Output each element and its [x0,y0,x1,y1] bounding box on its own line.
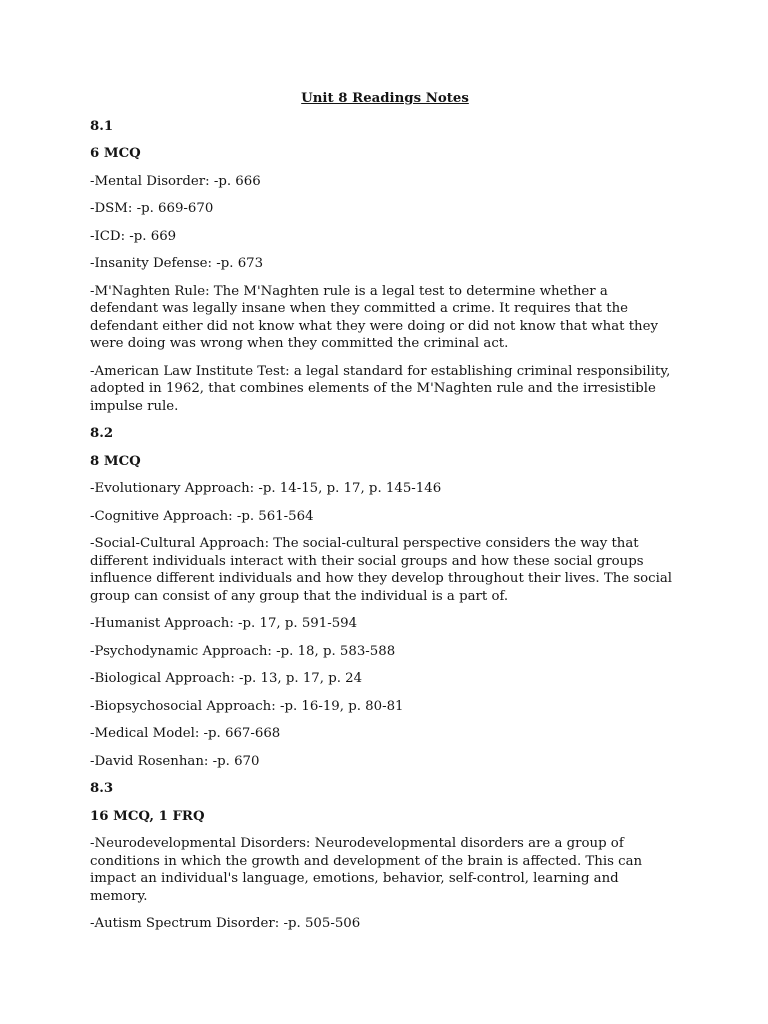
note-item: -Biological Approach: -p. 13, p. 17, p. 24 [90,671,363,686]
note-item: -Humanist Approach: -p. 17, p. 591-594 [90,616,358,631]
note-item: -Cognitive Approach: -p. 561-564 [90,508,314,524]
note-item: -Medical Model: -p. 667-668 [90,726,281,741]
section-number: 8.2 [90,426,114,441]
note-item: -Evolutionary Approach: -p. 14-15, p. 17, p. 145-146 [90,481,442,496]
note-item: -Social-Cultural Approach: The social-cultural perspective considers the way that different individuals interact with their social groups and how these social groups influence different individuals and how they develop throughout their lives. The social group can consist of any group that the individual is a part of. [90,536,673,604]
note-item: -DSM: -p. 669-670 [90,201,214,216]
note-item: -David Rosenhan: -p. 670 [90,753,260,769]
note-item: -Psychodynamic Approach: -p. 18, p. 583-588 [90,643,396,659]
section-number: 8.3 [90,781,114,796]
section-number: 8.1 [90,118,114,134]
note-item: -Autism Spectrum Disorder: -p. 505-506 [90,916,361,931]
question-count: 6 MCQ [90,146,141,161]
note-item: -ICD: -p. 669 [90,228,177,244]
question-count: 16 MCQ, 1 FRQ [90,808,205,824]
question-count: 8 MCQ [90,453,141,469]
note-item: -Biopsychosocial Approach: -p. 16-19, p. 80-81 [90,698,404,714]
document-page [90,90,680,943]
note-item: -Neurodevelopmental Disorders: Neurodevelopmental disorders are a group of conditions in which the growth and development of the brain is affected. This can impact an individual's language, emotions, behavior, self-control, learning and memory. [90,836,643,904]
note-item: -Mental Disorder: -p. 666 [90,173,261,189]
note-item: -American Law Institute Test: a legal standard for establishing criminal responsibility, adopted in 1962, that combines elements of the M'Naghten rule and the irresistible impulse rule. [90,363,671,414]
note-item: -Insanity Defense: -p. 673 [90,256,264,271]
document-title: Unit 8 Readings Notes [301,91,469,106]
note-item: -M'Naghten Rule: The M'Naghten rule is a legal test to determine whether a defendant was legally insane when they committed a crime. It requires that the defendant either did not know what they were doing or did not know that what they were doing was wrong when they committed the criminal act. [90,283,659,351]
